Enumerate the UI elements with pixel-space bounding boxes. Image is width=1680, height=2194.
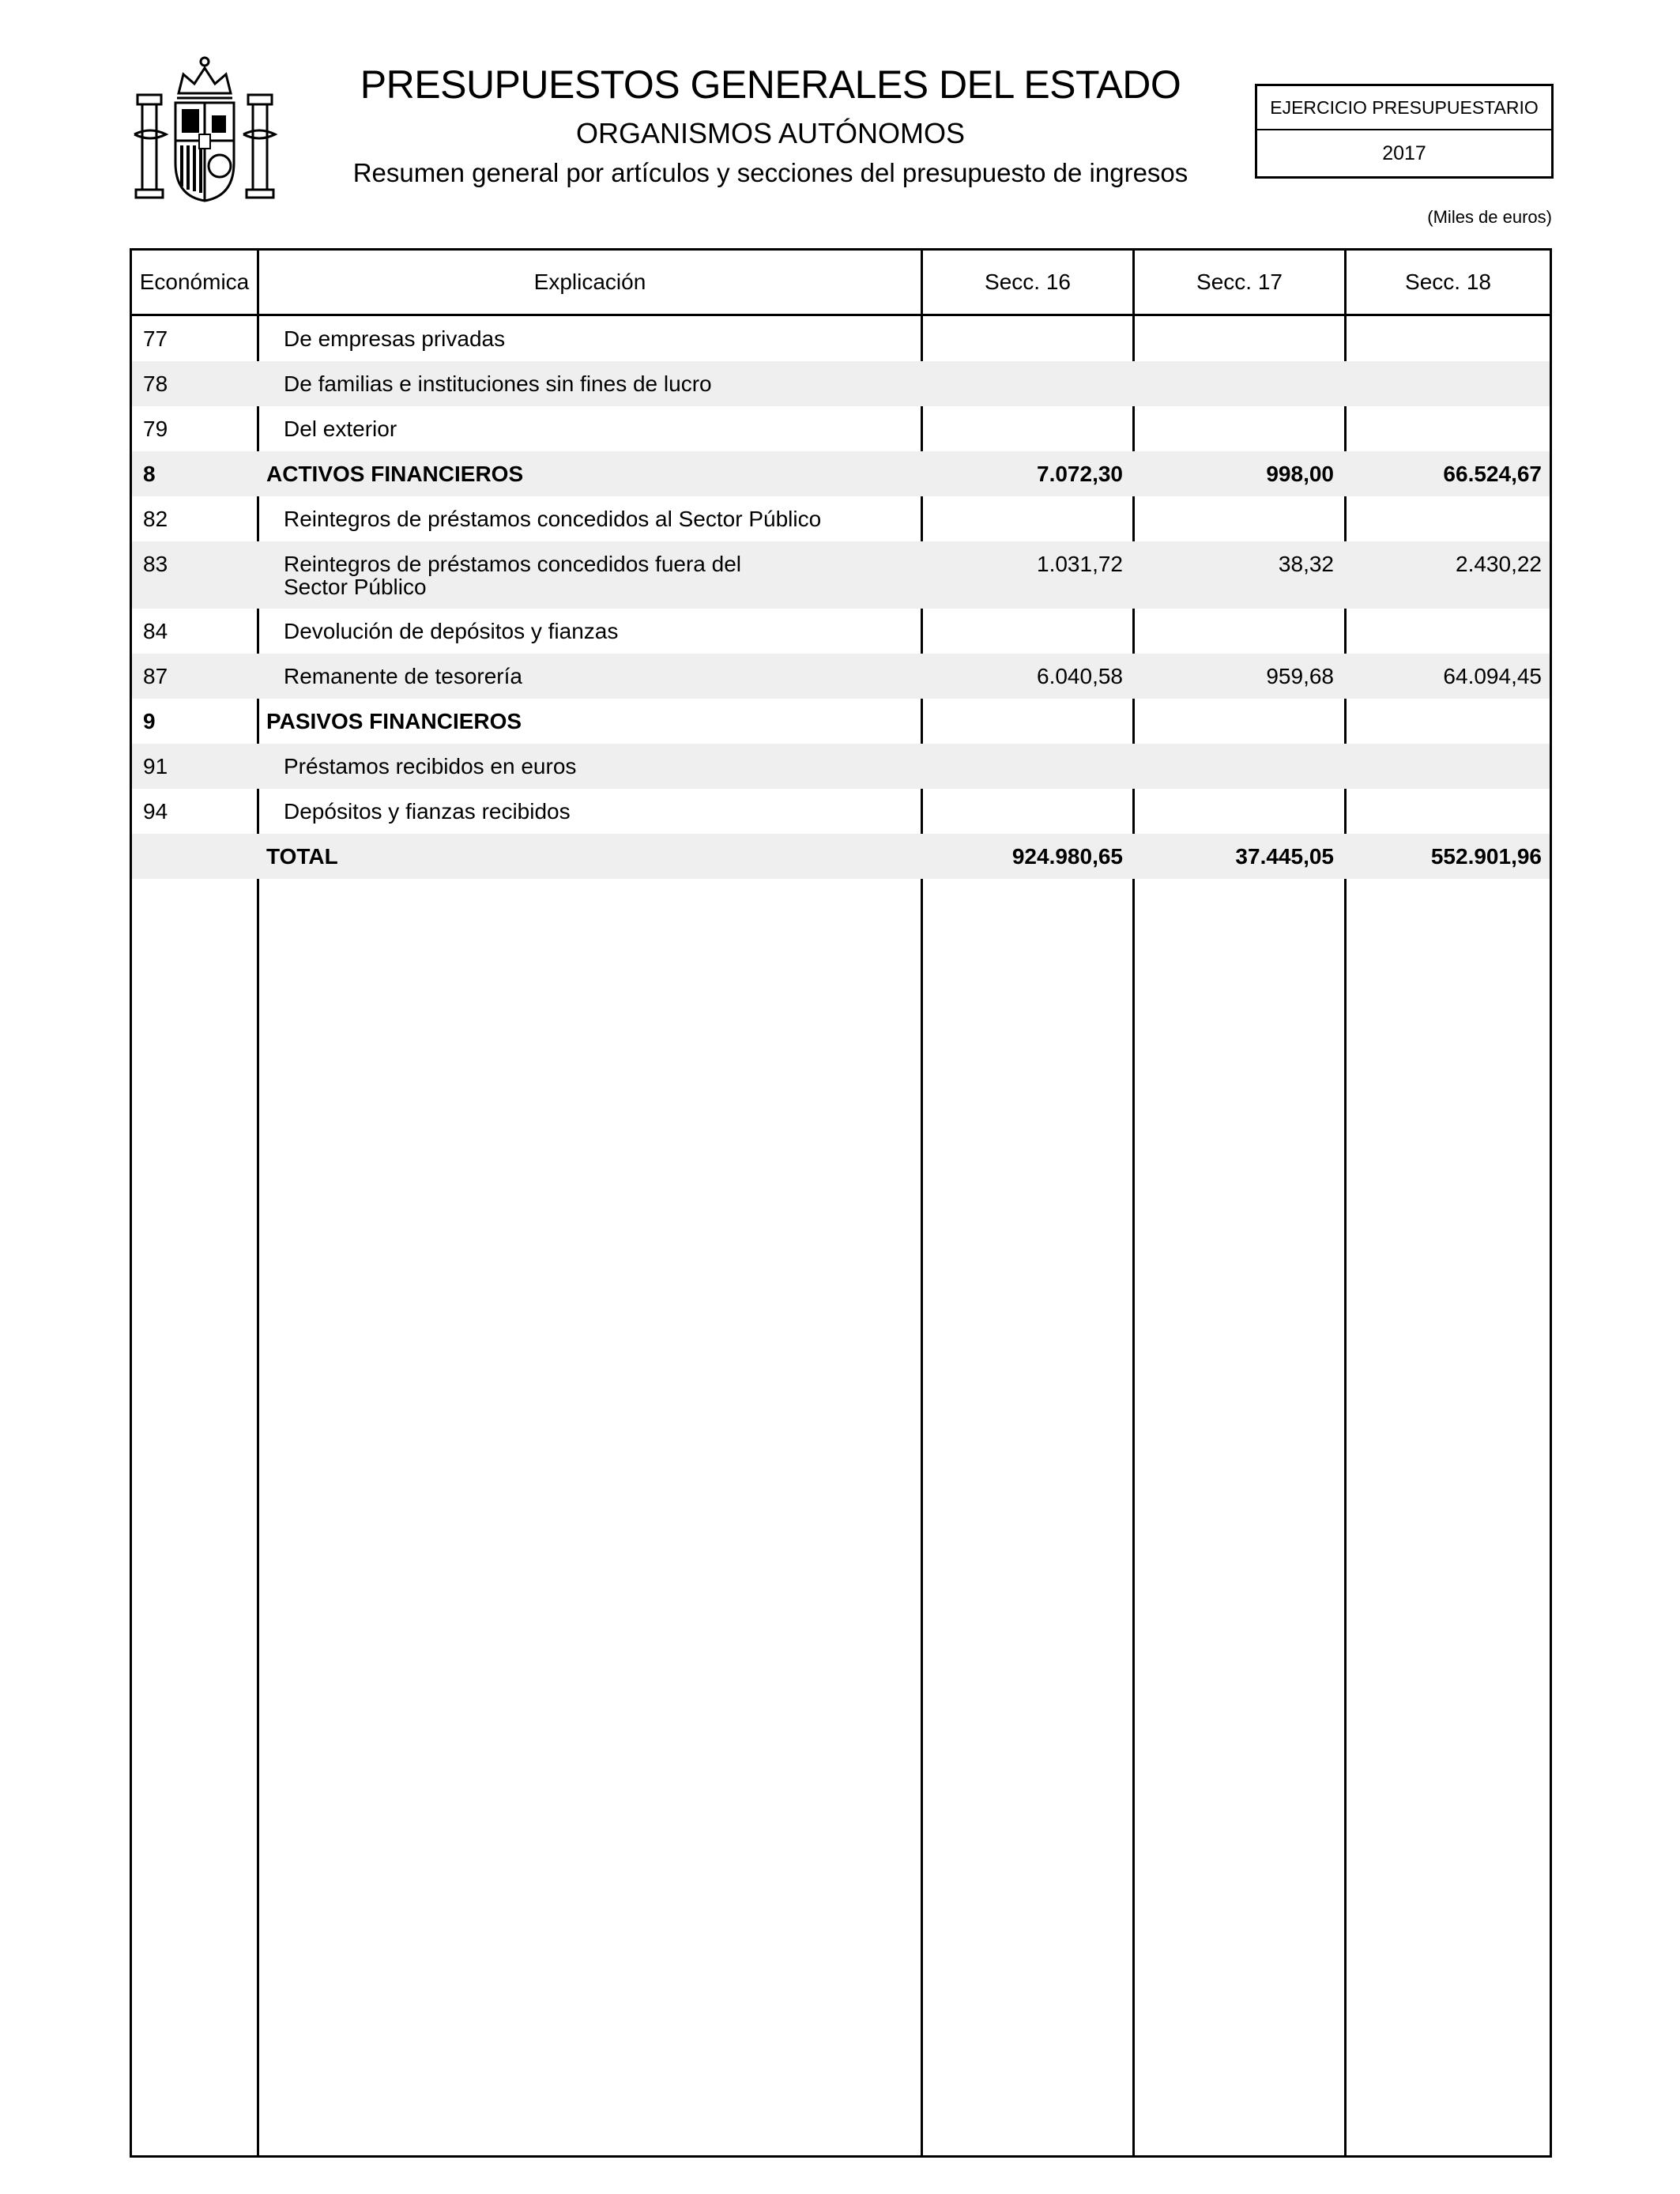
column-header-secc-16: Secc. 16 (985, 270, 1071, 294)
row-secc-17: 959,68 (1266, 664, 1334, 688)
row-code: 77 (143, 326, 168, 351)
row-code: 91 (143, 754, 168, 778)
row-code: 87 (143, 664, 168, 688)
table-row (132, 541, 1550, 609)
row-description: Depósitos y fianzas recibidos (284, 799, 571, 824)
units-label: (Miles de euros) (1427, 207, 1552, 227)
row-secc-16: 924.980,65 (1011, 844, 1123, 869)
row-code: 79 (143, 417, 168, 441)
row-description: PASIVOS FINANCIEROS (266, 709, 522, 733)
row-code: 83 (143, 552, 168, 576)
spanish-coat-of-arms-icon (131, 52, 278, 207)
row-code: 8 (143, 462, 156, 486)
table-row (132, 361, 1550, 406)
row-description: TOTAL (266, 844, 338, 869)
row-secc-16: 7.072,30 (1037, 462, 1123, 486)
table-row (132, 789, 1550, 834)
row-description: Del exterior (284, 417, 397, 441)
column-header-secc-18: Secc. 18 (1405, 270, 1491, 294)
table-row (132, 744, 1550, 789)
budget-table (130, 248, 1552, 2158)
row-secc-17: 998,00 (1266, 462, 1334, 486)
row-description: Préstamos recibidos en euros (284, 754, 577, 778)
column-header-explicacion: Explicación (533, 270, 646, 294)
column-header-secc-17: Secc. 17 (1196, 270, 1283, 294)
table-row-total (132, 834, 1550, 879)
row-description: De empresas privadas (284, 326, 506, 351)
row-description: Reintegros de préstamos concedidos fuera del Sector Público (284, 552, 742, 599)
row-code: 84 (143, 619, 168, 643)
column-header-economica: Económica (139, 270, 250, 294)
table-header (132, 251, 1550, 316)
row-secc-17: 37.445,05 (1235, 844, 1334, 869)
row-secc-16: 1.031,72 (1037, 552, 1123, 576)
ejercicio-label: EJERCICIO PRESUPUESTARIO (1257, 86, 1551, 130)
row-description: ACTIVOS FINANCIEROS (266, 462, 524, 486)
row-secc-18: 66.524,67 (1443, 462, 1542, 486)
row-secc-18: 64.094,45 (1443, 664, 1542, 688)
row-description: De familias e instituciones sin fines de lucro (284, 371, 712, 396)
page-description: Resumen general por artículos y secciones del presupuesto de ingresos (352, 158, 1188, 187)
table-row (132, 654, 1550, 699)
row-secc-16: 6.040,58 (1037, 664, 1123, 688)
row-description: Remanente de tesorería (284, 664, 522, 688)
row-code: 94 (143, 799, 168, 824)
row-code: 78 (143, 371, 168, 396)
row-secc-18: 552.901,96 (1430, 844, 1542, 869)
table-row (132, 451, 1550, 496)
row-description: Reintegros de préstamos concedidos al Sector Público (284, 507, 822, 531)
table-row (132, 316, 1550, 361)
ejercicio-year: 2017 (1382, 142, 1426, 164)
row-description: Devolución de depósitos y fianzas (284, 619, 619, 643)
row-secc-18: 2.430,22 (1456, 552, 1542, 576)
table-row (132, 406, 1550, 451)
table-row (132, 699, 1550, 744)
row-code: 9 (143, 709, 156, 733)
page-title: PRESUPUESTOS GENERALES DEL ESTADO (360, 62, 1181, 107)
table-row (132, 609, 1550, 654)
table-row (132, 496, 1550, 541)
ejercicio-box (1255, 84, 1554, 179)
row-code: 82 (143, 507, 168, 531)
row-secc-17: 38,32 (1278, 552, 1334, 576)
page-subtitle: ORGANISMOS AUTÓNOMOS (575, 117, 966, 149)
